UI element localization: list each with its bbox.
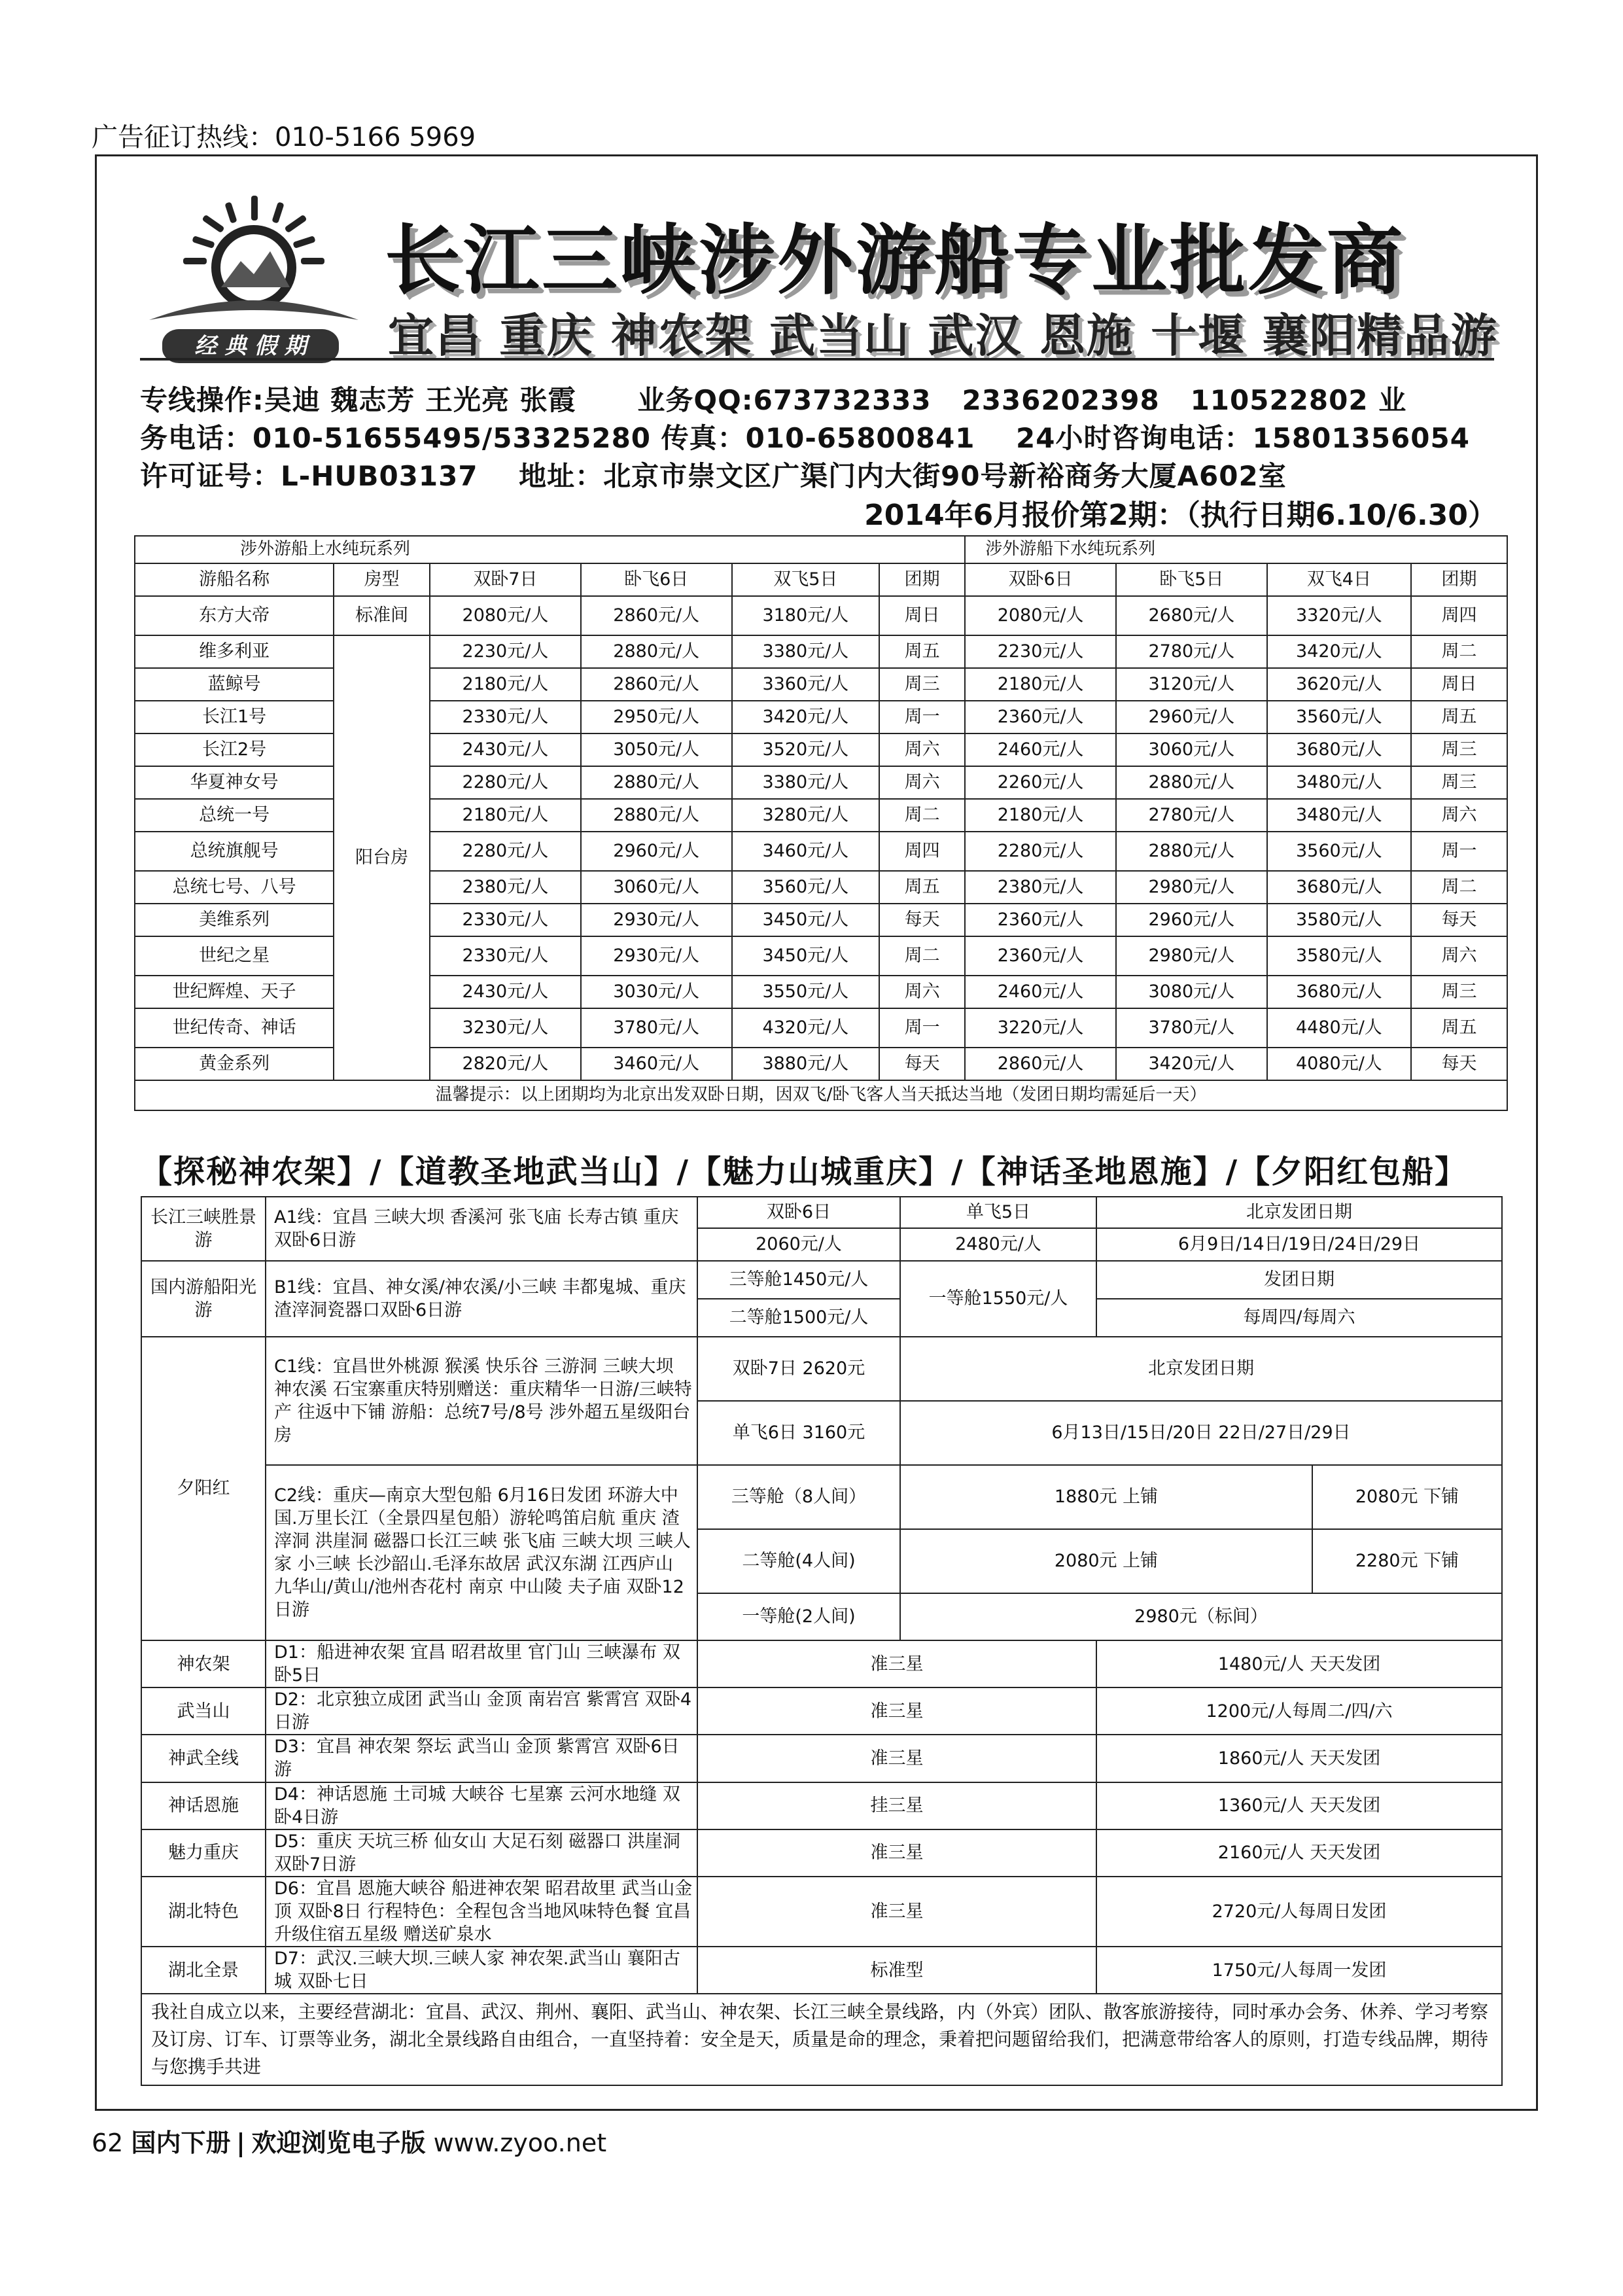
table-cell: 3060元/人 <box>581 871 732 904</box>
route-name: 国内游船阳光游 <box>141 1261 266 1337</box>
table-cell: 2330元/人 <box>430 936 581 976</box>
route-name: 神话恩施 <box>141 1782 266 1829</box>
route-name: 长江三峡胜景游 <box>141 1197 266 1261</box>
separator <box>239 2132 242 2157</box>
column-header: 卧飞6日 <box>581 563 732 596</box>
price-value: 2980元（标间） <box>900 1593 1502 1640</box>
table-cell: 3320元/人 <box>1267 596 1411 635</box>
table-cell: 4320元/人 <box>732 1008 880 1048</box>
table-cell: 2860元/人 <box>965 1048 1116 1080</box>
table-cell: 周一 <box>879 701 965 733</box>
website-link[interactable]: www.zyoo.net <box>433 2128 607 2157</box>
table-cell: 3560元/人 <box>1267 701 1411 733</box>
table-row <box>141 1640 1502 1687</box>
ship-name: 长江1号 <box>135 701 334 733</box>
hotel-level: 准三星 <box>697 1735 1096 1782</box>
ship-name: 蓝鲸号 <box>135 668 334 701</box>
tip-note: 温馨提示：以上团期均为北京出发双卧日期，因双飞/卧飞客人当天抵达当地（发团日期均需延后一天） <box>135 1080 1507 1110</box>
price-value: 2720元/人每周日发团 <box>1096 1877 1502 1947</box>
upstream-title: 涉外游船上水纯玩系列 <box>135 536 965 563</box>
table-cell: 3680元/人 <box>1267 976 1411 1008</box>
column-header: 团期 <box>879 563 965 596</box>
departure-dates: 6月9日/14日/19日/24日/29日 <box>1096 1228 1502 1261</box>
table-cell: 3480元/人 <box>1267 766 1411 799</box>
table-cell: 3420元/人 <box>732 701 880 733</box>
table-cell: 周一 <box>879 1008 965 1048</box>
table-cell: 周三 <box>879 668 965 701</box>
ship-name: 长江2号 <box>135 733 334 766</box>
table-cell: 周六 <box>1411 799 1507 832</box>
table-cell: 2820元/人 <box>430 1048 581 1080</box>
table-cell: 3560元/人 <box>1267 832 1411 871</box>
themes-banner: 【探秘神农架】/【道教圣地武当山】/【魅力山城重庆】/【神话圣地恩施】/【夕阳红包船】 <box>141 1154 1468 1190</box>
table-cell: 周日 <box>879 596 965 635</box>
table-cell: 周五 <box>1411 1008 1507 1048</box>
column-header: 房型 <box>334 563 430 596</box>
table-cell: 2180元/人 <box>430 668 581 701</box>
table-cell: 2360元/人 <box>965 701 1116 733</box>
contact-line-2: 务电话：010-51655495/53325280 传真：010-65800841 24小时咨询电话：15801356054 <box>140 422 1470 454</box>
destinations-line: 宜昌 重庆 神农架 武当山 武汉 恩施 十堰 襄阳精品游 <box>388 309 1498 362</box>
table-cell: 2950元/人 <box>581 701 732 733</box>
price-value: 1480元/人 天天发团 <box>1096 1640 1502 1687</box>
table-cell: 周六 <box>879 766 965 799</box>
table-cell: 2960元/人 <box>1116 701 1267 733</box>
table-cell: 周四 <box>879 832 965 871</box>
price-value: 三等舱1450元/人 <box>697 1261 900 1299</box>
logo-caption: 经 典 假 期 <box>162 329 339 363</box>
table-cell: 3030元/人 <box>581 976 732 1008</box>
table-cell: 3360元/人 <box>732 668 880 701</box>
table-cell: 2080元/人 <box>430 596 581 635</box>
date-header: 发团日期 <box>1096 1261 1502 1299</box>
price-value: 一等舱1550元/人 <box>900 1261 1096 1337</box>
table-cell: 3420元/人 <box>1267 635 1411 668</box>
table-header-row <box>135 563 1507 596</box>
price-value: 1200元/人每周二/四/六 <box>1096 1687 1502 1735</box>
route-name: 神农架 <box>141 1640 266 1687</box>
hotel-level: 准三星 <box>697 1687 1096 1735</box>
table-cell: 3680元/人 <box>1267 733 1411 766</box>
table-cell: 周六 <box>879 733 965 766</box>
table-cell: 周三 <box>1411 976 1507 1008</box>
table-cell: 2780元/人 <box>1116 799 1267 832</box>
table-cell: 3460元/人 <box>732 832 880 871</box>
table-cell: 3380元/人 <box>732 635 880 668</box>
price-value: 1360元/人 天天发团 <box>1096 1782 1502 1829</box>
hotel-level: 准三星 <box>697 1829 1096 1877</box>
departure-dates: 6月13日/15日/20日 22日/27日/29日 <box>900 1401 1502 1465</box>
ship-name: 东方大帝 <box>135 596 334 635</box>
table-cell: 3620元/人 <box>1267 668 1411 701</box>
price-value: 单飞6日 3160元 <box>697 1401 900 1465</box>
table-row <box>135 635 1507 668</box>
table-cell: 2880元/人 <box>581 766 732 799</box>
table-cell: 2980元/人 <box>1116 936 1267 976</box>
column-header: 团期 <box>1411 563 1507 596</box>
table-cell: 2680元/人 <box>1116 596 1267 635</box>
headline: 长江三峡涉外游船专业批发商 <box>385 217 1405 305</box>
route-desc: D1：船进神农架 宜昌 昭君故里 官门山 三峡瀑布 双卧5日 <box>266 1640 697 1687</box>
ship-name: 总统七号、八号 <box>135 871 334 904</box>
company-intro: 我社自成立以来，主要经营湖北：宜昌、武汉、荆州、襄阳、武当山、神农架、长江三峡全景线路，内（外宾）团队、散客旅游接待，同时承办会务、休养、学习考察及订房、订车、订票等业务，湖北全景线路自由组合，一直坚持着：安全是天，质量是命的理念，秉着把问题留给我们，把满意带给客人的原则，打造专线品牌，期待与您携手共进 <box>141 1994 1502 2085</box>
table-cell: 周五 <box>879 635 965 668</box>
table-cell: 周二 <box>879 936 965 976</box>
hotel-level: 标准型 <box>697 1947 1096 1994</box>
table-cell: 3780元/人 <box>1116 1008 1267 1048</box>
table-cell: 2280元/人 <box>965 832 1116 871</box>
route-desc: B1线：宜昌、神女溪/神农溪/小三峡 丰都鬼城、重庆渣滓洞瓷器口双卧6日游 <box>266 1261 697 1337</box>
ship-name: 世纪辉煌、天子 <box>135 976 334 1008</box>
cabin-type: 三等舱（8人间） <box>697 1465 900 1529</box>
table-cell: 3780元/人 <box>581 1008 732 1048</box>
divider <box>140 358 1494 361</box>
table-cell: 2360元/人 <box>965 936 1116 976</box>
table-cell: 3560元/人 <box>732 871 880 904</box>
table-cell: 2280元/人 <box>430 832 581 871</box>
price-value: 1860元/人 天天发团 <box>1096 1735 1502 1782</box>
table-cell: 3680元/人 <box>1267 871 1411 904</box>
room-type: 标准间 <box>334 596 430 635</box>
table-cell: 2880元/人 <box>1116 766 1267 799</box>
price-value: 2080元 下铺 <box>1312 1465 1502 1529</box>
page-footer <box>92 2123 606 2159</box>
date-header: 北京发团日期 <box>900 1337 1502 1401</box>
table-cell: 3480元/人 <box>1267 799 1411 832</box>
route-desc: D5：重庆 天坑三桥 仙女山 大足石刻 磁器口 洪崖洞 双卧7日游 <box>266 1829 697 1877</box>
price-value: 1880元 上铺 <box>900 1465 1312 1529</box>
table-cell: 2880元/人 <box>581 799 732 832</box>
table-cell: 2180元/人 <box>965 799 1116 832</box>
table-cell: 2430元/人 <box>430 733 581 766</box>
table-cell: 周一 <box>1411 832 1507 871</box>
table-row <box>141 1687 1502 1735</box>
table-cell: 3050元/人 <box>581 733 732 766</box>
table-cell: 2780元/人 <box>1116 635 1267 668</box>
table-cell: 3520元/人 <box>732 733 880 766</box>
table-cell: 周四 <box>1411 596 1507 635</box>
contact-line-1: 专线操作:吴迪 魏志芳 王光亮 张霞 业务QQ:673732333 2336202398 110522802 业 <box>140 384 1407 416</box>
ship-name: 黄金系列 <box>135 1048 334 1080</box>
table-cell: 3280元/人 <box>732 799 880 832</box>
ad-hotline: 广告征订热线：010-5166 5969 <box>92 122 476 152</box>
hotel-level: 准三星 <box>697 1640 1096 1687</box>
route-desc: D7：武汉.三峡大坝.三峡人家 神农架.武当山 襄阳古城 双卧七日 <box>266 1947 697 1994</box>
route-desc: C2线：重庆—南京大型包船 6月16日发团 环游大中国.万里长江（全景四星包船）游轮鸣笛启航 重庆 渣滓洞 洪崖洞 磁器口长江三峡 张飞庙 三峡大坝 三峡人家 小三峡 长沙韶山.毛泽东故居 武汉东湖 江西庐山 九华山/黄山/池州杏花村 南京 中山陵 夫子庙 双卧12日游 <box>266 1465 697 1640</box>
table-cell: 3550元/人 <box>732 976 880 1008</box>
table-row <box>141 1735 1502 1782</box>
table-cell: 2860元/人 <box>581 668 732 701</box>
table-cell: 3460元/人 <box>581 1048 732 1080</box>
table-cell: 2960元/人 <box>1116 904 1267 936</box>
departure-dates: 每周四/每周六 <box>1096 1299 1502 1337</box>
ship-name: 美维系列 <box>135 904 334 936</box>
table-cell: 3450元/人 <box>732 904 880 936</box>
price-value: 2080元 上铺 <box>900 1529 1312 1593</box>
page-number: 62 <box>92 2128 124 2157</box>
table-cell: 4480元/人 <box>1267 1008 1411 1048</box>
table-cell: 每天 <box>1411 904 1507 936</box>
cabin-type: 二等舱(4人间) <box>697 1529 900 1593</box>
table-row <box>141 1947 1502 1994</box>
route-desc: D2：北京独立成团 武当山 金顶 南岩宫 紫霄宫 双卧4日游 <box>266 1687 697 1735</box>
table-cell: 周六 <box>1411 936 1507 976</box>
table-cell: 2460元/人 <box>965 976 1116 1008</box>
price-value: 二等舱1500元/人 <box>697 1299 900 1337</box>
downstream-title: 涉外游船下水纯玩系列 <box>965 536 1507 563</box>
ship-name: 总统旗舰号 <box>135 832 334 871</box>
price-header: 双卧6日 <box>697 1197 900 1228</box>
sun-logo-icon <box>136 189 372 372</box>
route-name: 武当山 <box>141 1687 266 1735</box>
table-cell: 2360元/人 <box>965 904 1116 936</box>
table-cell: 2230元/人 <box>430 635 581 668</box>
date-header: 北京发团日期 <box>1096 1197 1502 1228</box>
table-cell: 周二 <box>879 799 965 832</box>
route-name: 夕阳红 <box>141 1337 266 1640</box>
table-cell: 每天 <box>1411 1048 1507 1080</box>
price-value: 2480元/人 <box>900 1228 1096 1261</box>
table-cell: 3080元/人 <box>1116 976 1267 1008</box>
column-header: 卧飞5日 <box>1116 563 1267 596</box>
route-desc: A1线：宜昌 三峡大坝 香溪河 张飞庙 长寿古镇 重庆双卧6日游 <box>266 1197 697 1261</box>
ship-name: 华夏神女号 <box>135 766 334 799</box>
route-name: 湖北特色 <box>141 1877 266 1947</box>
table-cell: 3580元/人 <box>1267 936 1411 976</box>
route-name: 湖北全景 <box>141 1947 266 1994</box>
ship-name: 世纪之星 <box>135 936 334 976</box>
price-value: 2060元/人 <box>697 1228 900 1261</box>
table-cell: 2180元/人 <box>430 799 581 832</box>
table-cell: 周二 <box>1411 871 1507 904</box>
table-cell: 周五 <box>879 871 965 904</box>
table-cell: 3420元/人 <box>1116 1048 1267 1080</box>
table-cell: 周五 <box>1411 701 1507 733</box>
table-cell: 4080元/人 <box>1267 1048 1411 1080</box>
price-value: 2160元/人 天天发团 <box>1096 1829 1502 1877</box>
table-cell: 2080元/人 <box>965 596 1116 635</box>
table-cell: 每天 <box>879 1048 965 1080</box>
table-cell: 周三 <box>1411 733 1507 766</box>
route-name: 神武全线 <box>141 1735 266 1782</box>
room-type: 阳台房 <box>334 635 430 1080</box>
table-cell: 2330元/人 <box>430 904 581 936</box>
route-desc: C1线：宜昌世外桃源 猴溪 快乐谷 三游洞 三峡大坝 神农溪 石宝寨重庆特别赠送：重庆精华一日游/三峡特产 往返中下铺 游船：总统7号/8号 涉外超五星级阳台房 <box>266 1337 697 1465</box>
ship-name: 总统一号 <box>135 799 334 832</box>
table-cell: 周六 <box>879 976 965 1008</box>
table-cell: 3450元/人 <box>732 936 880 976</box>
table-cell: 2860元/人 <box>581 596 732 635</box>
price-period: 2014年6月报价第2期：（执行日期6.10/6.30） <box>864 499 1497 532</box>
cabin-type: 一等舱(2人间) <box>697 1593 900 1640</box>
table-cell: 2430元/人 <box>430 976 581 1008</box>
price-value: 1750元/人每周一发团 <box>1096 1947 1502 1994</box>
hotel-level: 挂三星 <box>697 1782 1096 1829</box>
routes-table <box>141 1196 1503 2086</box>
price-header: 单飞5日 <box>900 1197 1096 1228</box>
table-row <box>141 1829 1502 1877</box>
route-desc: D3：宜昌 神农架 祭坛 武当山 金顶 紫霄宫 双卧6日游 <box>266 1735 697 1782</box>
route-desc: D6：宜昌 恩施大峡谷 船进神农架 昭君故里 武当山金顶 双卧8日 行程特色：全程包含当地风味特色餐 宜昌升级住宿五星级 赠送矿泉水 <box>266 1877 697 1947</box>
table-cell: 周二 <box>1411 635 1507 668</box>
table-cell: 3180元/人 <box>732 596 880 635</box>
table-cell: 3220元/人 <box>965 1008 1116 1048</box>
section-name: 国内下册 <box>131 2128 231 2157</box>
table-cell: 3580元/人 <box>1267 904 1411 936</box>
table-cell: 2380元/人 <box>965 871 1116 904</box>
column-header: 游船名称 <box>135 563 334 596</box>
table-cell: 2280元/人 <box>430 766 581 799</box>
column-header: 双飞4日 <box>1267 563 1411 596</box>
hotel-level: 准三星 <box>697 1877 1096 1947</box>
table-row <box>141 1782 1502 1829</box>
table-cell: 2980元/人 <box>1116 871 1267 904</box>
route-desc: D4：神话恩施 土司城 大峡谷 七星寨 云河水地缝 双卧4日游 <box>266 1782 697 1829</box>
table-cell: 2330元/人 <box>430 701 581 733</box>
table-cell: 2230元/人 <box>965 635 1116 668</box>
table-cell: 2960元/人 <box>581 832 732 871</box>
table-cell: 2260元/人 <box>965 766 1116 799</box>
price-value: 双卧7日 2620元 <box>697 1337 900 1401</box>
contact-line-3: 许可证号：L-HUB03137 地址：北京市崇文区广渠门内大街90号新裕商务大厦A602室 <box>140 460 1287 492</box>
price-value: 2280元 下铺 <box>1312 1529 1502 1593</box>
footer-text: 欢迎浏览电子版 <box>251 2128 426 2157</box>
table-cell: 3060元/人 <box>1116 733 1267 766</box>
table-cell: 3230元/人 <box>430 1008 581 1048</box>
table-cell: 2180元/人 <box>965 668 1116 701</box>
column-header: 双飞5日 <box>732 563 880 596</box>
table-cell: 周三 <box>1411 766 1507 799</box>
table-row <box>141 1877 1502 1947</box>
table-row <box>135 596 1507 635</box>
ship-name: 维多利亚 <box>135 635 334 668</box>
table-cell: 2880元/人 <box>581 635 732 668</box>
table-cell: 周日 <box>1411 668 1507 701</box>
table-cell: 2930元/人 <box>581 904 732 936</box>
ship-name: 世纪传奇、神话 <box>135 1008 334 1048</box>
table-cell: 3380元/人 <box>732 766 880 799</box>
route-name: 魅力重庆 <box>141 1829 266 1877</box>
table-cell: 2930元/人 <box>581 936 732 976</box>
table-cell: 2880元/人 <box>1116 832 1267 871</box>
column-header: 双卧6日 <box>965 563 1116 596</box>
table-cell: 3120元/人 <box>1116 668 1267 701</box>
cruise-price-table <box>134 535 1508 1111</box>
table-cell: 2380元/人 <box>430 871 581 904</box>
table-cell: 2460元/人 <box>965 733 1116 766</box>
column-header: 双卧7日 <box>430 563 581 596</box>
table-cell: 每天 <box>879 904 965 936</box>
table-cell: 3880元/人 <box>732 1048 880 1080</box>
